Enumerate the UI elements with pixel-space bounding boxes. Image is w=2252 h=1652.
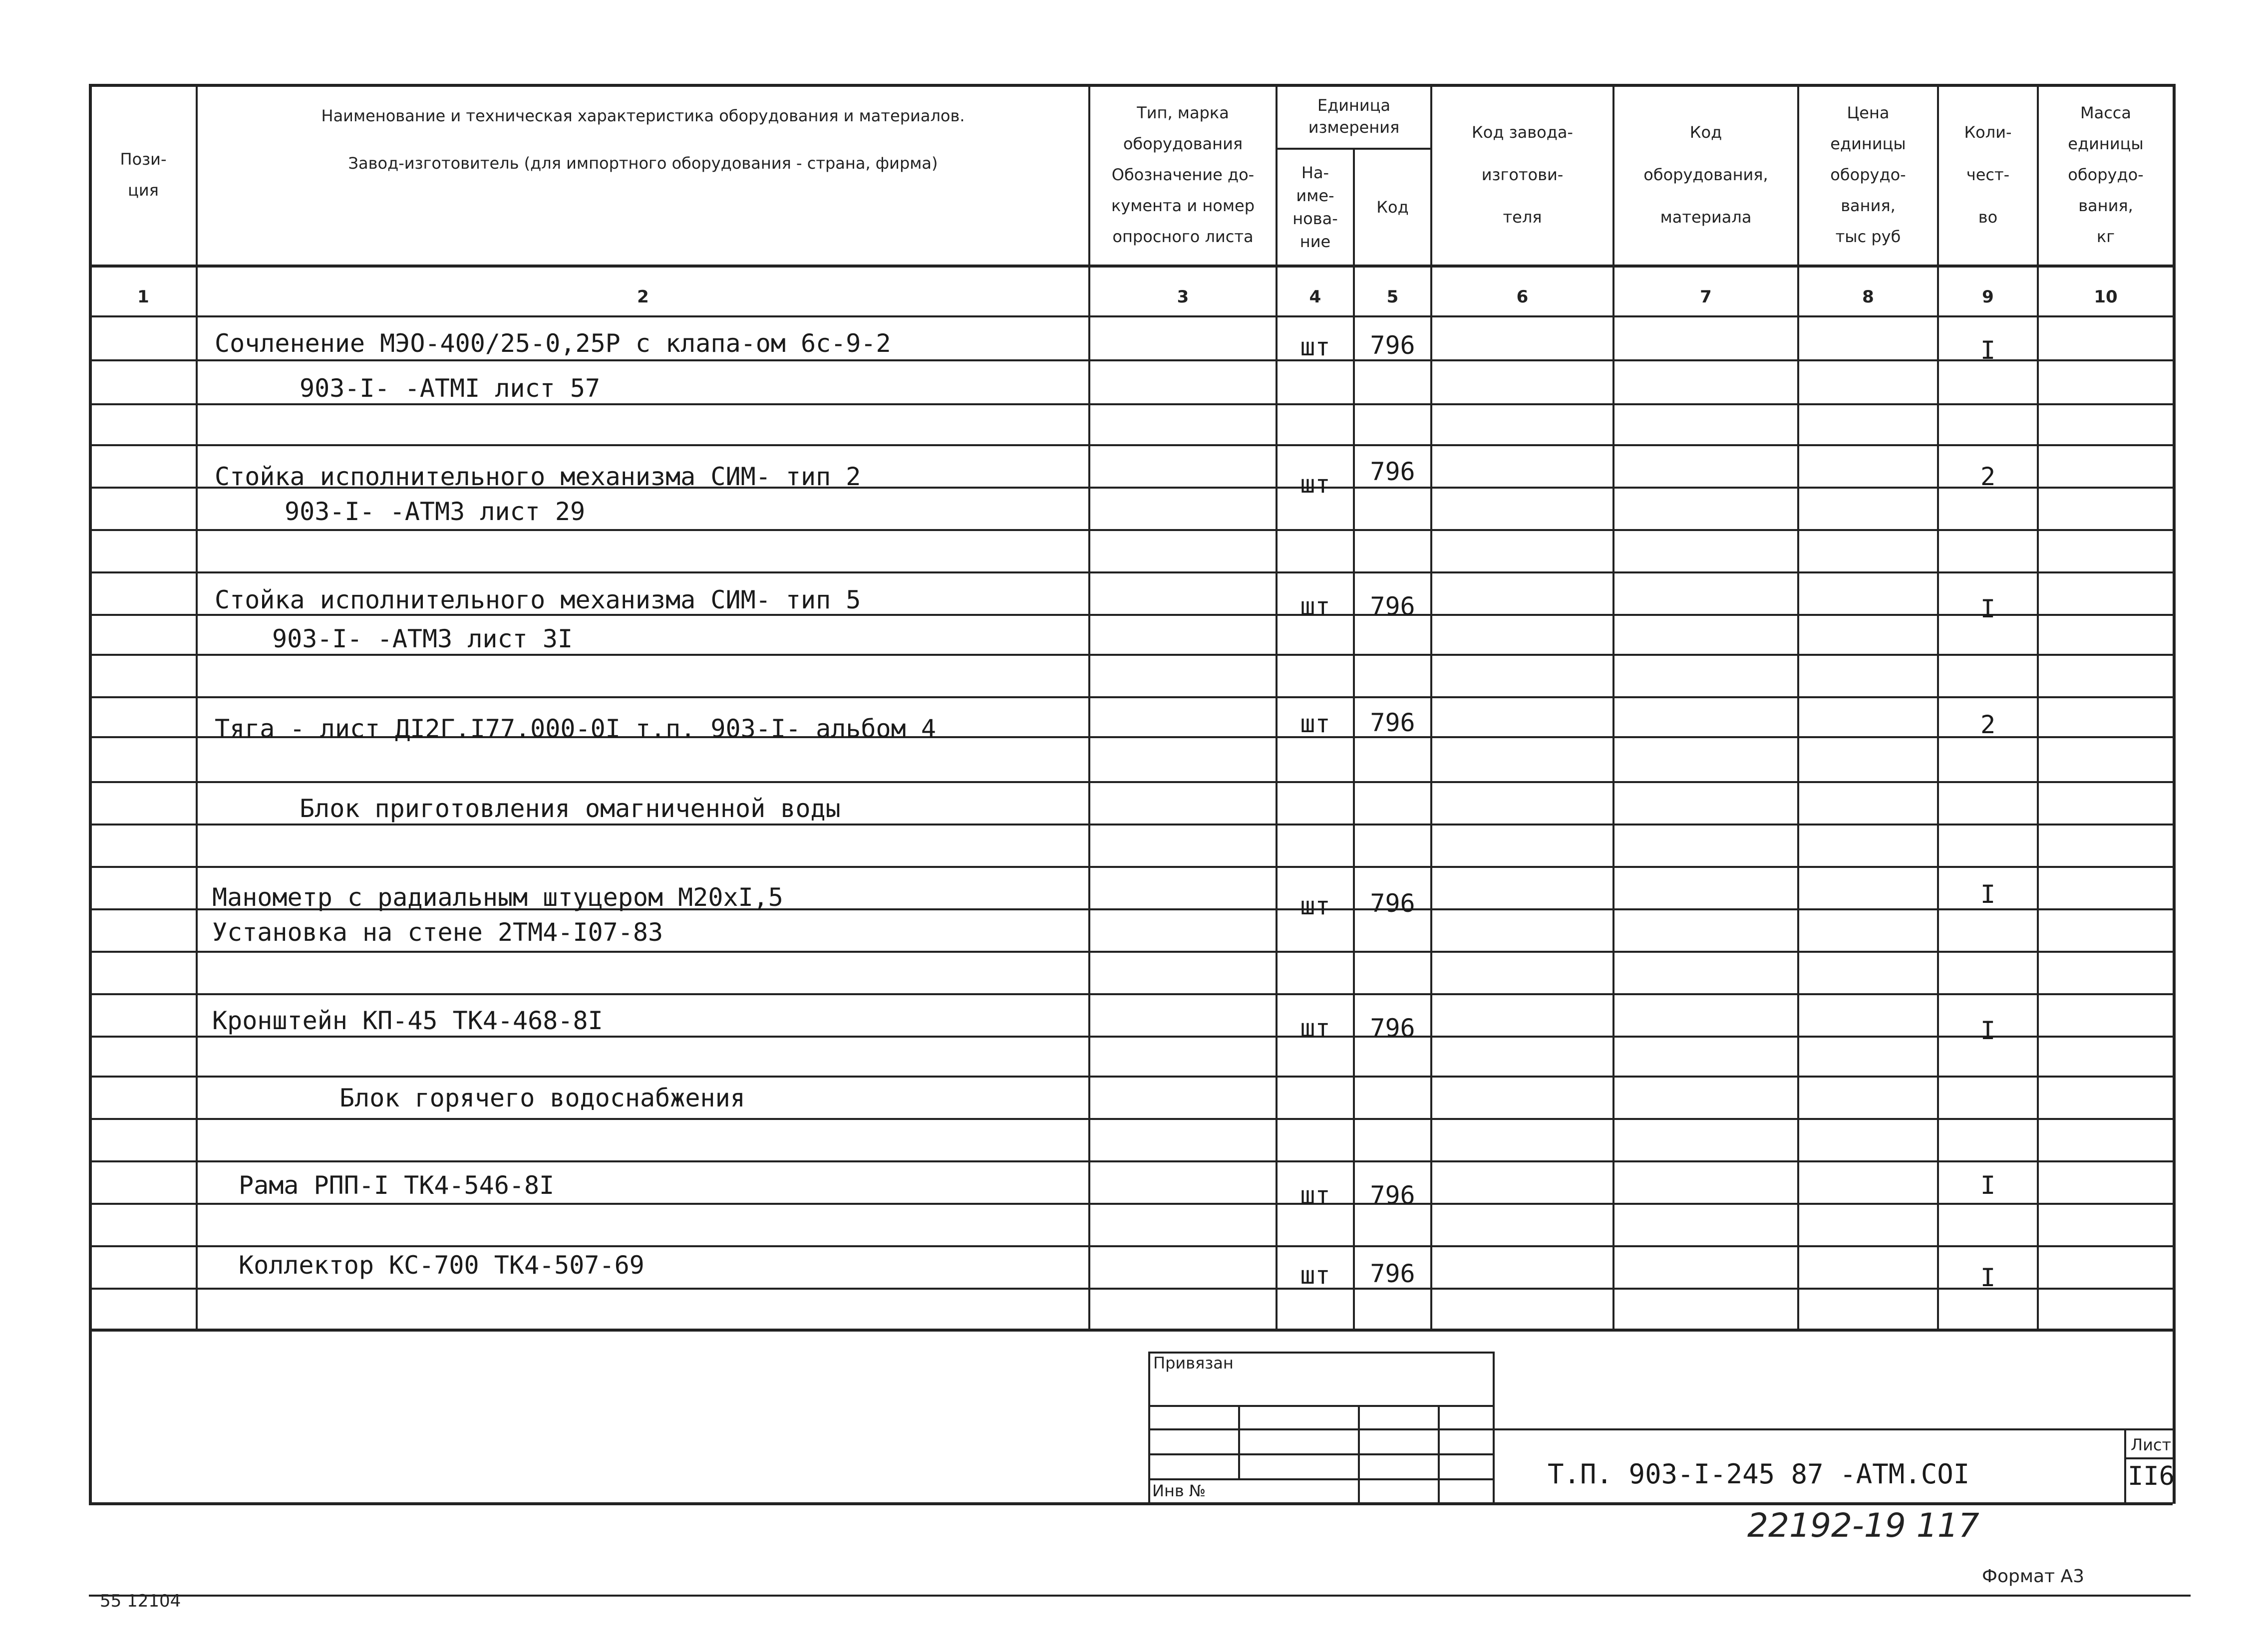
item-name: Рама РПП-I ТК4-546-8I — [239, 1171, 555, 1200]
column-number: 4 — [1309, 287, 1321, 307]
footer-line — [89, 1595, 2191, 1597]
header-maker-code: Код завода- изготови- теля — [1472, 122, 1573, 227]
stamp-line — [1238, 1405, 1240, 1478]
row-line — [89, 1036, 2173, 1038]
item-name: Стойка исполнительного механизма СИМ- тип 5 — [215, 585, 861, 614]
item-name: 903-I- -АТМЗ лист 3I — [272, 624, 573, 653]
col-line — [1430, 84, 1432, 1329]
item-unit-code: 796 — [1370, 331, 1415, 360]
row-line — [89, 781, 2173, 783]
item-qty: I — [1980, 1263, 1996, 1292]
column-number: 8 — [1862, 287, 1874, 307]
sheet-number: II6 — [2128, 1461, 2175, 1491]
header-bottom-line — [89, 265, 2173, 268]
column-number: 10 — [2094, 287, 2118, 307]
item-unit-code: 796 — [1370, 1259, 1415, 1288]
column-number: 2 — [637, 287, 649, 307]
stamp-line — [1148, 1428, 1493, 1430]
item-unit: шт — [1300, 332, 1330, 361]
item-qty: I — [1980, 594, 1996, 623]
item-qty: 2 — [1980, 462, 1996, 491]
header-equip-code: Код оборудования, материала — [1643, 122, 1768, 227]
header-unit-name: На- име- нова- ние — [1292, 163, 1338, 251]
stamp-privyazan: Привязан — [1153, 1354, 1234, 1373]
item-name: 903-I- -АТМЗ лист 29 — [285, 497, 586, 526]
header-name: Наименование и техническая характеристика оборудования и материалов. Завод-изготовитель (для импортного оборудования - страна, фирма) — [321, 106, 965, 173]
stamp-line — [1358, 1405, 1360, 1502]
item-name: Сочленение МЭО-400/25-0,25Р с клапа-ом 6с-9-2 — [215, 329, 891, 358]
row-line — [89, 951, 2173, 953]
item-unit-code: 796 — [1370, 457, 1415, 486]
item-name: Манометр с радиальным штуцером М20хI,5 — [212, 883, 783, 912]
table-bottom-line — [89, 1329, 2173, 1332]
stamp-line — [2124, 1428, 2126, 1502]
item-qty: I — [1980, 1016, 1996, 1045]
row-line — [89, 1203, 2173, 1205]
stamp-line — [1148, 1352, 1150, 1502]
item-unit-code: 796 — [1370, 708, 1415, 737]
frame-right-line — [2173, 84, 2176, 1504]
header-qty: Коли- чест- во — [1964, 122, 2012, 227]
item-unit: шт — [1300, 709, 1330, 738]
item-unit: шт — [1300, 1181, 1330, 1210]
row-line — [89, 866, 2173, 868]
item-unit: шт — [1300, 592, 1330, 621]
section-heading: Блок горячего водоснабжения — [339, 1084, 745, 1112]
row-line — [89, 1160, 2173, 1162]
item-qty: I — [1980, 880, 1996, 909]
doc-number: Т.П. 903-I-245 87 -АТМ.COI — [1548, 1458, 1970, 1490]
frame-bottom-line — [89, 1502, 2173, 1505]
stamp-line — [1493, 1352, 1495, 1502]
col-line — [1937, 84, 1939, 1329]
item-unit: шт — [1300, 1261, 1330, 1290]
row-line — [89, 571, 2173, 573]
item-unit-code: 796 — [1370, 1014, 1415, 1043]
item-unit-code: 796 — [1370, 592, 1415, 621]
item-unit: шт — [1300, 470, 1330, 499]
stamp-line — [1148, 1405, 1493, 1407]
item-name: Коллектор КС-700 ТК4-507-69 — [239, 1251, 644, 1280]
item-qty: I — [1980, 1171, 1996, 1200]
row-line — [89, 1118, 2173, 1120]
col-line — [1353, 148, 1355, 1329]
column-number: 1 — [137, 287, 149, 307]
column-number: 5 — [1386, 287, 1399, 307]
item-qty: I — [1980, 336, 1996, 365]
sheet-label: Лист — [2131, 1435, 2172, 1454]
col-line — [1612, 84, 1614, 1329]
item-unit: шт — [1300, 1014, 1330, 1043]
column-number: 9 — [1982, 287, 1994, 307]
item-name: Тяга - лист ДI2Г.I77.000-0I т.п. 903-I- альбом 4 — [215, 714, 936, 743]
row-line — [89, 529, 2173, 531]
item-unit-code: 796 — [1370, 1181, 1415, 1210]
header-unit-code: Код — [1376, 198, 1409, 217]
stamp-line — [1148, 1478, 1493, 1480]
item-name: 903-I- -АТМI лист 57 — [300, 374, 601, 403]
stamp-line — [1493, 1428, 2173, 1430]
stamp-line — [1148, 1453, 1493, 1455]
format-label: Формат А3 — [1982, 1566, 2085, 1587]
col-line — [1088, 84, 1090, 1329]
item-unit: шт — [1300, 891, 1330, 920]
col-line — [1797, 84, 1799, 1329]
row-line — [89, 1076, 2173, 1078]
header-unit-group: Единица измерения — [1308, 96, 1400, 137]
row-line — [89, 359, 2173, 361]
item-name: Кронштейн КП-45 ТК4-468-8I — [212, 1006, 603, 1035]
header-price: Цена единицы оборудо- вания, тыс руб — [1830, 103, 1906, 246]
column-number: 7 — [1700, 287, 1712, 307]
stamp-line — [1438, 1405, 1440, 1502]
stamp-line — [2124, 1457, 2173, 1459]
header-position: Пози- ция — [120, 150, 167, 200]
item-name: Стойка исполнительного механизма СИМ- тип 2 — [215, 462, 861, 491]
item-name: Установка на стене 2ТМ4-I07-83 — [212, 918, 663, 947]
col-line — [2037, 84, 2039, 1329]
row-line — [89, 654, 2173, 656]
stamp-inv-no: Инв № — [1152, 1481, 1206, 1500]
column-number: 6 — [1516, 287, 1529, 307]
row-line — [89, 1288, 2173, 1290]
item-unit-code: 796 — [1370, 889, 1415, 918]
row-line — [89, 696, 2173, 698]
header-type: Тип, марка оборудования Обозначение до- кумента и номер опросного листа — [1111, 103, 1255, 246]
header-mass: Масса единицы оборудо- вания, кг — [2068, 103, 2144, 246]
row-line — [89, 993, 2173, 995]
col-line — [1276, 84, 1278, 1329]
row-line — [89, 444, 2173, 446]
column-number: 3 — [1177, 287, 1189, 307]
row-line — [89, 1245, 2173, 1247]
col-line — [196, 84, 198, 1329]
handwritten-number: 22192-19 117 — [1747, 1506, 1979, 1545]
footer-code: 55 12104 — [100, 1591, 181, 1611]
section-heading: Блок приготовления омагниченной воды — [300, 794, 841, 823]
item-qty: 2 — [1980, 710, 1996, 739]
row-line — [89, 824, 2173, 826]
colnum-bottom-line — [89, 315, 2173, 317]
row-line — [89, 403, 2173, 405]
